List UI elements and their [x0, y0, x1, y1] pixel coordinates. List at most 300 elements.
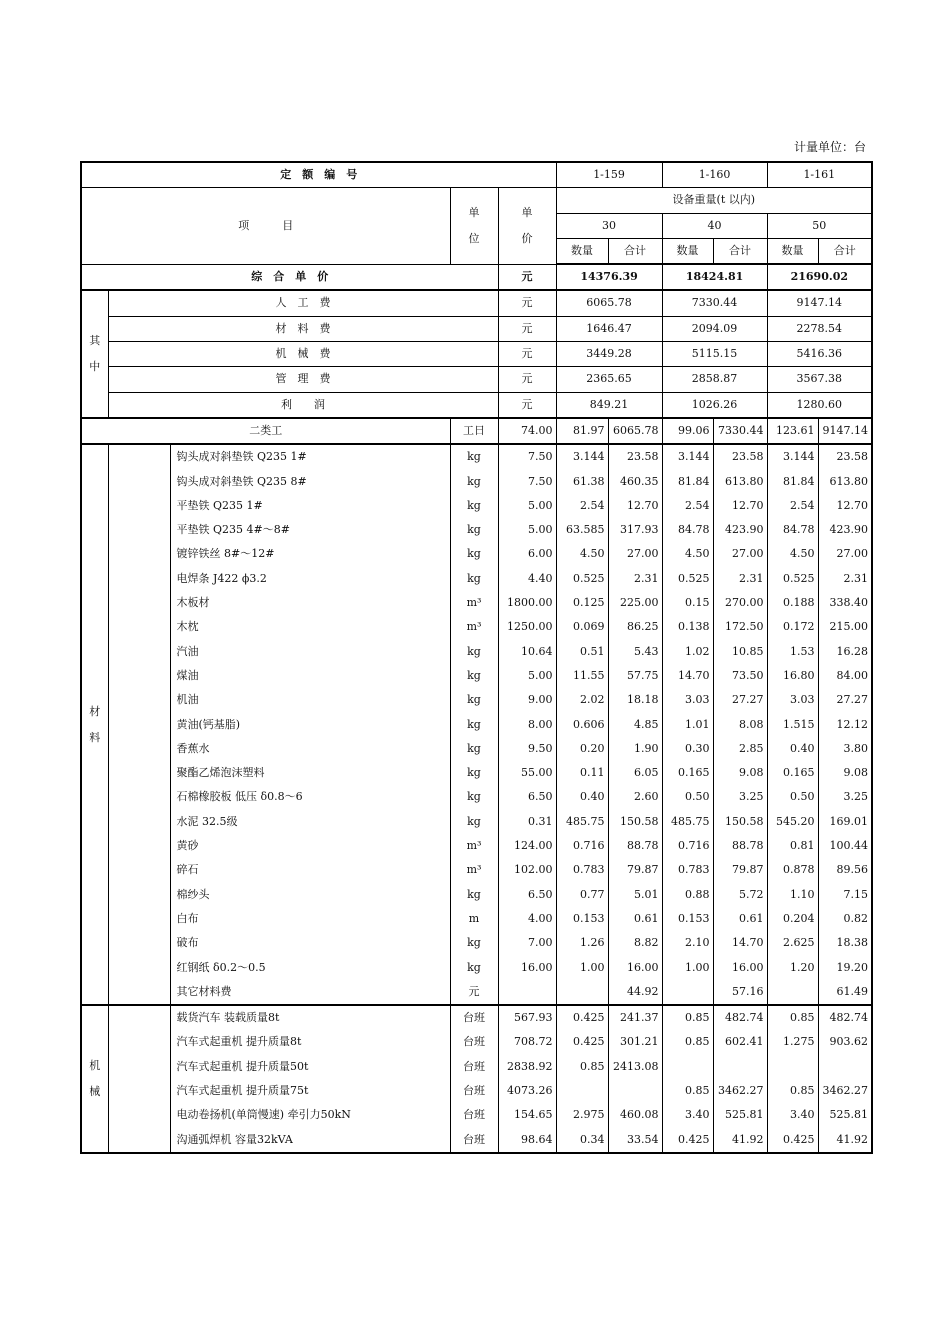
materials-unit: kg — [450, 470, 498, 494]
machinery-price: 708.72 — [498, 1030, 556, 1054]
machinery-group-label-2: 械 — [89, 1084, 101, 1098]
material-row — [81, 640, 872, 664]
materials-value: 23.58 — [818, 444, 872, 469]
breakdown-value: 3567.38 — [767, 367, 872, 392]
materials-group-label — [81, 444, 108, 1005]
materials-value: 0.125 — [556, 591, 608, 615]
materials-price: 7.50 — [498, 470, 556, 494]
materials-price: 5.00 — [498, 518, 556, 542]
materials-value: 0.172 — [767, 615, 818, 639]
weight-1: 30 — [556, 213, 662, 238]
material-row — [81, 980, 872, 1005]
materials-unit: kg — [450, 567, 498, 591]
materials-name: 石棉橡胶板 低压 δ0.8～6 — [170, 785, 450, 809]
quota-no-label: 定 额 编 号 — [81, 162, 556, 188]
materials-price: 4.00 — [498, 907, 556, 931]
materials-value: 16.00 — [608, 956, 662, 980]
machinery-price: 2838.92 — [498, 1055, 556, 1079]
materials-value: 0.77 — [556, 883, 608, 907]
materials-value: 0.878 — [767, 858, 818, 882]
breakdown-group-label-2: 中 — [89, 360, 101, 374]
materials-name: 平垫铁 Q235 1# — [170, 494, 450, 518]
materials-value: 150.58 — [608, 810, 662, 834]
materials-value: 27.00 — [818, 542, 872, 566]
materials-price: 6.50 — [498, 785, 556, 809]
materials-price: 5.00 — [498, 664, 556, 688]
materials-price: 6.50 — [498, 883, 556, 907]
breakdown-value: 1646.47 — [556, 316, 662, 341]
machinery-unit: 台班 — [450, 1055, 498, 1079]
breakdown-name: 材 料 费 — [108, 316, 498, 341]
machinery-value: 482.74 — [818, 1005, 872, 1030]
materials-value: 3.03 — [767, 688, 818, 712]
materials-value: 460.35 — [608, 470, 662, 494]
labor-value: 123.61 — [767, 418, 818, 444]
materials-unit: kg — [450, 713, 498, 737]
materials-value: 1.20 — [767, 956, 818, 980]
materials-value: 0.204 — [767, 907, 818, 931]
machinery-unit: 台班 — [450, 1005, 498, 1030]
materials-value: 1.00 — [556, 956, 608, 980]
material-row — [81, 785, 872, 809]
materials-unit: m³ — [450, 615, 498, 639]
labor-name: 二类工 — [81, 418, 450, 444]
materials-value: 613.80 — [713, 470, 767, 494]
breakdown-value: 1026.26 — [662, 392, 767, 418]
composite-value-1: 14376.39 — [556, 264, 662, 290]
machinery-value: 525.81 — [818, 1103, 872, 1127]
materials-value: 0.61 — [713, 907, 767, 931]
machinery-row — [81, 1128, 872, 1153]
machinery-value: 1.275 — [767, 1030, 818, 1054]
materials-name: 木枕 — [170, 615, 450, 639]
materials-value: 0.188 — [767, 591, 818, 615]
materials-value: 1.53 — [767, 640, 818, 664]
materials-value: 1.10 — [767, 883, 818, 907]
machinery-value: 0.425 — [767, 1128, 818, 1153]
weight-label: 设备重量(t 以内) — [556, 188, 872, 213]
materials-subgroup-cell — [108, 444, 170, 1005]
machinery-unit: 台班 — [450, 1103, 498, 1127]
materials-value: 88.78 — [608, 834, 662, 858]
machinery-price: 4073.26 — [498, 1079, 556, 1103]
breakdown-value: 5416.36 — [767, 342, 872, 367]
materials-value: 613.80 — [818, 470, 872, 494]
materials-value: 172.50 — [713, 615, 767, 639]
materials-price: 5.00 — [498, 494, 556, 518]
materials-value: 2.10 — [662, 931, 713, 955]
materials-name: 白布 — [170, 907, 450, 931]
labor-value: 6065.78 — [608, 418, 662, 444]
materials-value: 84.78 — [767, 518, 818, 542]
materials-value — [662, 980, 713, 1005]
materials-unit: kg — [450, 883, 498, 907]
qty-label-2: 数量 — [662, 238, 713, 264]
materials-value: 100.44 — [818, 834, 872, 858]
materials-unit: kg — [450, 810, 498, 834]
breakdown-unit: 元 — [498, 392, 556, 418]
materials-unit: m³ — [450, 834, 498, 858]
unit-header — [450, 188, 498, 264]
materials-value: 0.40 — [767, 737, 818, 761]
breakdown-name: 利 润 — [108, 392, 498, 418]
materials-value: 7.15 — [818, 883, 872, 907]
materials-value: 9.08 — [713, 761, 767, 785]
materials-name: 香蕉水 — [170, 737, 450, 761]
unit-header-2: 位 — [468, 231, 480, 245]
material-row — [81, 713, 872, 737]
materials-price: 102.00 — [498, 858, 556, 882]
materials-value: 423.90 — [713, 518, 767, 542]
machinery-value: 41.92 — [818, 1128, 872, 1153]
materials-value: 57.75 — [608, 664, 662, 688]
materials-value: 3.03 — [662, 688, 713, 712]
machinery-row — [81, 1055, 872, 1079]
materials-unit: 元 — [450, 980, 498, 1005]
materials-value: 4.50 — [662, 542, 713, 566]
material-row — [81, 615, 872, 639]
machinery-value: 41.92 — [713, 1128, 767, 1153]
materials-value: 16.00 — [713, 956, 767, 980]
material-row — [81, 688, 872, 712]
materials-value: 16.80 — [767, 664, 818, 688]
materials-value: 0.20 — [556, 737, 608, 761]
materials-name: 汽油 — [170, 640, 450, 664]
breakdown-value: 7330.44 — [662, 290, 767, 316]
breakdown-value: 2278.54 — [767, 316, 872, 341]
materials-value: 3.25 — [818, 785, 872, 809]
materials-value: 8.82 — [608, 931, 662, 955]
machinery-row — [81, 1079, 872, 1103]
materials-name: 镀锌铁丝 8#～12# — [170, 542, 450, 566]
machinery-value: 0.425 — [662, 1128, 713, 1153]
materials-value: 0.153 — [556, 907, 608, 931]
materials-unit: kg — [450, 494, 498, 518]
machinery-value — [662, 1055, 713, 1079]
machinery-value: 2.975 — [556, 1103, 608, 1127]
breakdown-unit: 元 — [498, 342, 556, 367]
machinery-name: 汽车式起重机 提升质量75t — [170, 1079, 450, 1103]
materials-price: 4.40 — [498, 567, 556, 591]
materials-value: 485.75 — [556, 810, 608, 834]
machinery-value: 460.08 — [608, 1103, 662, 1127]
machinery-value — [556, 1079, 608, 1103]
qty-label-1: 数量 — [556, 238, 608, 264]
materials-price: 9.00 — [498, 688, 556, 712]
materials-unit: kg — [450, 761, 498, 785]
materials-value: 88.78 — [713, 834, 767, 858]
materials-value: 79.87 — [608, 858, 662, 882]
materials-value: 14.70 — [662, 664, 713, 688]
materials-value: 485.75 — [662, 810, 713, 834]
materials-value: 0.82 — [818, 907, 872, 931]
materials-name: 钩头成对斜垫铁 Q235 1# — [170, 444, 450, 469]
materials-value: 27.00 — [713, 542, 767, 566]
materials-value: 9.08 — [818, 761, 872, 785]
materials-unit: kg — [450, 785, 498, 809]
machinery-row — [81, 1103, 872, 1127]
materials-value: 2.31 — [713, 567, 767, 591]
materials-value: 545.20 — [767, 810, 818, 834]
materials-value: 317.93 — [608, 518, 662, 542]
breakdown-row — [81, 316, 872, 341]
materials-value: 423.90 — [818, 518, 872, 542]
materials-value: 0.525 — [767, 567, 818, 591]
breakdown-value: 849.21 — [556, 392, 662, 418]
materials-value: 10.85 — [713, 640, 767, 664]
materials-value: 73.50 — [713, 664, 767, 688]
materials-name: 黄砂 — [170, 834, 450, 858]
materials-unit: kg — [450, 931, 498, 955]
machinery-price: 567.93 — [498, 1005, 556, 1030]
materials-value: 1.01 — [662, 713, 713, 737]
materials-value: 0.165 — [767, 761, 818, 785]
materials-value: 3.144 — [767, 444, 818, 469]
materials-value: 84.00 — [818, 664, 872, 688]
breakdown-value: 5115.15 — [662, 342, 767, 367]
materials-name: 黄油(钙基脂) — [170, 713, 450, 737]
materials-value: 2.31 — [818, 567, 872, 591]
machinery-value: 0.85 — [662, 1005, 713, 1030]
machinery-value: 482.74 — [713, 1005, 767, 1030]
machinery-name: 汽车式起重机 提升质量50t — [170, 1055, 450, 1079]
materials-value: 23.58 — [713, 444, 767, 469]
machinery-value: 3462.27 — [818, 1079, 872, 1103]
materials-value: 5.43 — [608, 640, 662, 664]
materials-value: 0.30 — [662, 737, 713, 761]
unit-note: 计量单位：台 — [793, 140, 866, 154]
materials-value: 0.783 — [662, 858, 713, 882]
composite-price-row — [81, 264, 872, 290]
materials-value: 2.54 — [556, 494, 608, 518]
materials-value: 0.153 — [662, 907, 713, 931]
machinery-value — [818, 1055, 872, 1079]
composite-value-2: 18424.81 — [662, 264, 767, 290]
materials-value: 150.58 — [713, 810, 767, 834]
materials-value: 81.84 — [662, 470, 713, 494]
item-label: 项 目 — [81, 188, 450, 264]
materials-value: 0.716 — [556, 834, 608, 858]
machinery-value: 2413.08 — [608, 1055, 662, 1079]
materials-value: 61.38 — [556, 470, 608, 494]
materials-value: 215.00 — [818, 615, 872, 639]
materials-value — [556, 980, 608, 1005]
breakdown-group-label — [81, 290, 108, 417]
labor-value: 99.06 — [662, 418, 713, 444]
machinery-unit: 台班 — [450, 1079, 498, 1103]
materials-unit: m — [450, 907, 498, 931]
materials-value: 0.525 — [662, 567, 713, 591]
materials-price: 9.50 — [498, 737, 556, 761]
materials-name: 其它材料费 — [170, 980, 450, 1005]
machinery-value: 0.85 — [767, 1005, 818, 1030]
materials-value: 0.165 — [662, 761, 713, 785]
price-header — [498, 188, 556, 264]
materials-value: 0.069 — [556, 615, 608, 639]
machinery-value: 241.37 — [608, 1005, 662, 1030]
materials-value: 0.716 — [662, 834, 713, 858]
materials-value: 44.92 — [608, 980, 662, 1005]
machinery-value — [608, 1079, 662, 1103]
materials-price: 1250.00 — [498, 615, 556, 639]
machinery-value: 602.41 — [713, 1030, 767, 1054]
materials-value: 79.87 — [713, 858, 767, 882]
breakdown-name: 管 理 费 — [108, 367, 498, 392]
materials-price: 124.00 — [498, 834, 556, 858]
materials-unit: kg — [450, 956, 498, 980]
breakdown-value: 2094.09 — [662, 316, 767, 341]
materials-value: 0.40 — [556, 785, 608, 809]
materials-value: 8.08 — [713, 713, 767, 737]
machinery-value: 33.54 — [608, 1128, 662, 1153]
materials-value: 2.85 — [713, 737, 767, 761]
materials-unit: kg — [450, 542, 498, 566]
materials-value: 169.01 — [818, 810, 872, 834]
materials-value: 61.49 — [818, 980, 872, 1005]
materials-value: 225.00 — [608, 591, 662, 615]
machinery-value: 301.21 — [608, 1030, 662, 1054]
materials-value: 2.54 — [662, 494, 713, 518]
materials-value: 27.27 — [713, 688, 767, 712]
labor-row — [81, 418, 872, 444]
materials-name: 聚酯乙烯泡沫塑料 — [170, 761, 450, 785]
price-header-1: 单 — [521, 205, 533, 219]
breakdown-row — [81, 342, 872, 367]
machinery-value: 0.85 — [556, 1055, 608, 1079]
quota-no-3: 1-161 — [767, 162, 872, 188]
materials-price: 16.00 — [498, 956, 556, 980]
materials-value: 18.18 — [608, 688, 662, 712]
material-row — [81, 834, 872, 858]
weight-label-row — [81, 188, 872, 213]
materials-value: 270.00 — [713, 591, 767, 615]
materials-name: 电焊条 J422 ϕ3.2 — [170, 567, 450, 591]
materials-value: 16.28 — [818, 640, 872, 664]
breakdown-value: 2365.65 — [556, 367, 662, 392]
machinery-name: 汽车式起重机 提升质量8t — [170, 1030, 450, 1054]
machinery-value: 525.81 — [713, 1103, 767, 1127]
machinery-unit: 台班 — [450, 1128, 498, 1153]
materials-value: 3.144 — [662, 444, 713, 469]
materials-value: 89.56 — [818, 858, 872, 882]
quota-no-1: 1-159 — [556, 162, 662, 188]
machinery-value — [767, 1055, 818, 1079]
materials-value: 11.55 — [556, 664, 608, 688]
breakdown-unit: 元 — [498, 316, 556, 341]
machinery-group-label — [81, 1005, 108, 1153]
materials-value: 63.585 — [556, 518, 608, 542]
weight-3: 50 — [767, 213, 872, 238]
breakdown-group-label-1: 其 — [89, 334, 101, 348]
materials-price: 7.00 — [498, 931, 556, 955]
material-row — [81, 518, 872, 542]
machinery-name: 载货汽车 装载质量8t — [170, 1005, 450, 1030]
material-row — [81, 542, 872, 566]
materials-name: 水泥 32.5级 — [170, 810, 450, 834]
breakdown-name: 人 工 费 — [108, 290, 498, 316]
machinery-name: 电动卷扬机(单筒慢速) 牵引力50kN — [170, 1103, 450, 1127]
materials-unit: kg — [450, 664, 498, 688]
labor-unit: 工日 — [450, 418, 498, 444]
breakdown-row — [81, 392, 872, 418]
materials-value: 2.60 — [608, 785, 662, 809]
breakdown-row — [81, 290, 872, 316]
materials-name: 棉纱头 — [170, 883, 450, 907]
materials-value: 2.54 — [767, 494, 818, 518]
materials-value: 86.25 — [608, 615, 662, 639]
materials-unit: kg — [450, 518, 498, 542]
material-row — [81, 494, 872, 518]
materials-unit: kg — [450, 737, 498, 761]
materials-value: 0.606 — [556, 713, 608, 737]
material-row — [81, 444, 872, 469]
material-row — [81, 956, 872, 980]
materials-value: 5.01 — [608, 883, 662, 907]
material-row — [81, 591, 872, 615]
labor-price: 74.00 — [498, 418, 556, 444]
materials-value: 0.15 — [662, 591, 713, 615]
labor-value: 81.97 — [556, 418, 608, 444]
materials-name: 煤油 — [170, 664, 450, 688]
materials-group-label-2: 料 — [89, 730, 101, 744]
materials-value: 1.00 — [662, 956, 713, 980]
materials-value: 1.515 — [767, 713, 818, 737]
machinery-value: 0.34 — [556, 1128, 608, 1153]
breakdown-name: 机 械 费 — [108, 342, 498, 367]
material-row — [81, 883, 872, 907]
machinery-value — [713, 1055, 767, 1079]
machinery-value: 0.425 — [556, 1005, 608, 1030]
materials-value: 0.61 — [608, 907, 662, 931]
material-row — [81, 664, 872, 688]
materials-name: 钩头成对斜垫铁 Q235 8# — [170, 470, 450, 494]
materials-price: 7.50 — [498, 444, 556, 469]
materials-value: 27.00 — [608, 542, 662, 566]
machinery-value: 3462.27 — [713, 1079, 767, 1103]
sum-label-3: 合计 — [818, 238, 872, 264]
composite-unit: 元 — [498, 264, 556, 290]
materials-name: 红钢纸 δ0.2～0.5 — [170, 956, 450, 980]
machinery-subgroup-cell — [108, 1005, 170, 1153]
materials-name: 碎石 — [170, 858, 450, 882]
materials-value: 1.90 — [608, 737, 662, 761]
sum-label-1: 合计 — [608, 238, 662, 264]
material-row — [81, 907, 872, 931]
machinery-value: 0.85 — [767, 1079, 818, 1103]
weight-2: 40 — [662, 213, 767, 238]
price-header-2: 价 — [521, 231, 533, 245]
machinery-value: 0.425 — [556, 1030, 608, 1054]
machinery-value: 0.85 — [662, 1030, 713, 1054]
materials-value: 12.70 — [818, 494, 872, 518]
quota-table — [80, 161, 873, 1154]
materials-price: 55.00 — [498, 761, 556, 785]
material-row — [81, 858, 872, 882]
materials-value: 12.70 — [608, 494, 662, 518]
machinery-price: 154.65 — [498, 1103, 556, 1127]
materials-group-label-1: 材 — [89, 704, 101, 718]
material-row — [81, 761, 872, 785]
machinery-name: 沟通弧焊机 容量32kVA — [170, 1128, 450, 1153]
breakdown-unit: 元 — [498, 367, 556, 392]
materials-price: 10.64 — [498, 640, 556, 664]
materials-value: 3.25 — [713, 785, 767, 809]
materials-value: 2.31 — [608, 567, 662, 591]
materials-unit: m³ — [450, 858, 498, 882]
machinery-row — [81, 1030, 872, 1054]
materials-value: 18.38 — [818, 931, 872, 955]
materials-value: 57.16 — [713, 980, 767, 1005]
